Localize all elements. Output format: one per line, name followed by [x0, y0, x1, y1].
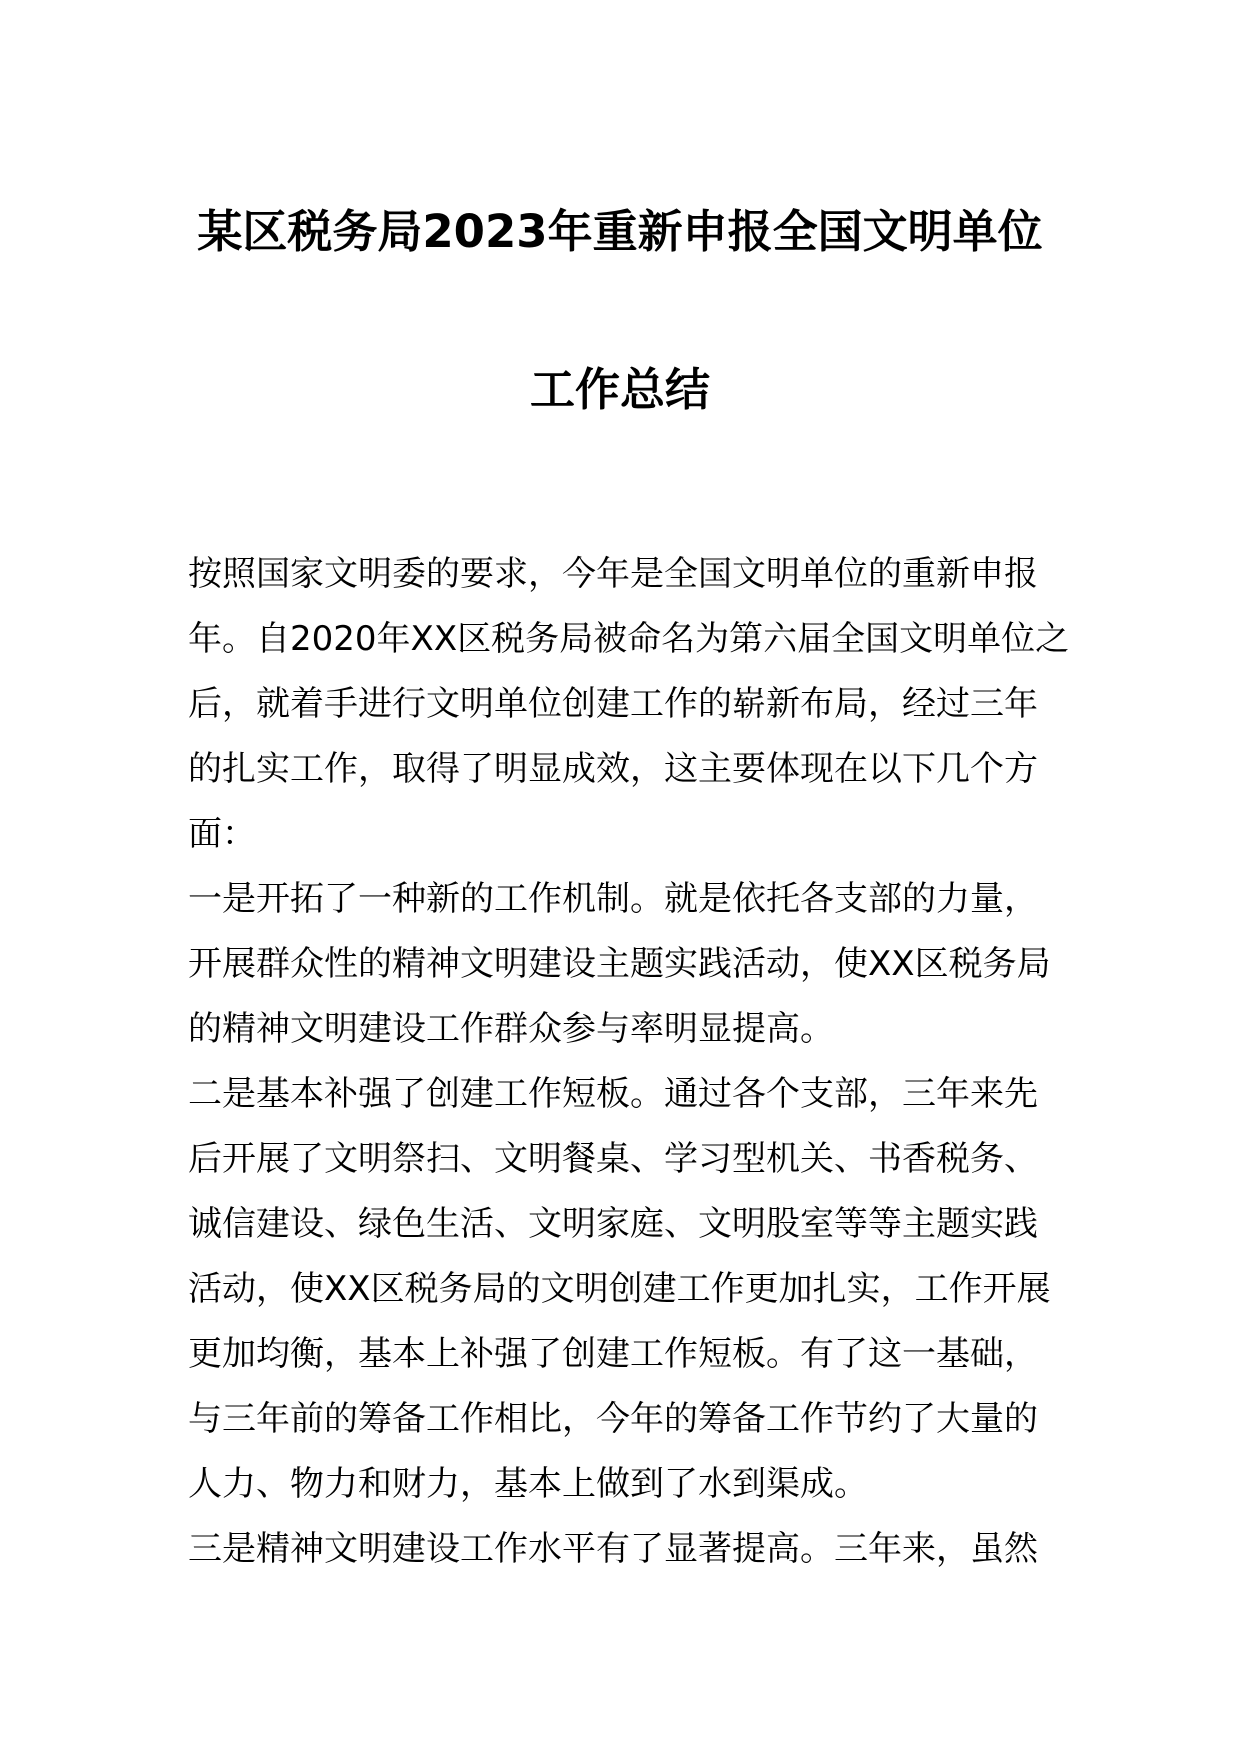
body-line: 三是精神文明建设工作水平有了显著提高。三年来，虽然: [188, 1529, 1038, 1569]
body-line: 与三年前的筹备工作相比，今年的筹备工作节约了大量的: [188, 1399, 1038, 1439]
document-body: [188, 542, 1068, 1582]
body-line: 按照国家文明委的要求，今年是全国文明单位的重新申报: [188, 554, 1038, 594]
body-line: 后，就着手进行文明单位创建工作的崭新布局，经过三年: [188, 684, 1038, 724]
body-line: 人力、物力和财力，基本上做到了水到渠成。: [188, 1464, 868, 1504]
body-line: 的精神文明建设工作群众参与率明显提高。: [188, 1009, 834, 1049]
body-line: 开展群众性的精神文明建设主题实践活动，使XX区税务局: [188, 944, 1051, 984]
document-title-line-1: 某区税务局2023年重新申报全国文明单位: [197, 205, 1043, 258]
document-title-line-2: 工作总结: [529, 363, 710, 416]
body-line: 的扎实工作，取得了明显成效，这主要体现在以下几个方: [188, 749, 1038, 789]
body-line: 二是基本补强了创建工作短板。通过各个支部，三年来先: [188, 1074, 1038, 1114]
body-line: 诚信建设、绿色生活、文明家庭、文明股室等等主题实践: [188, 1204, 1038, 1244]
body-line: 后开展了文明祭扫、文明餐桌、学习型机关、书香税务、: [188, 1139, 1038, 1179]
body-line: 一是开拓了一种新的工作机制。就是依托各支部的力量，: [188, 879, 1038, 919]
body-line: 年。自2020年XX区税务局被命名为第六届全国文明单位之: [188, 619, 1070, 659]
body-line: 活动，使XX区税务局的文明创建工作更加扎实，工作开展: [188, 1269, 1051, 1309]
body-line: 更加均衡，基本上补强了创建工作短板。有了这一基础，: [188, 1334, 1038, 1374]
body-line: 面：: [188, 814, 256, 854]
